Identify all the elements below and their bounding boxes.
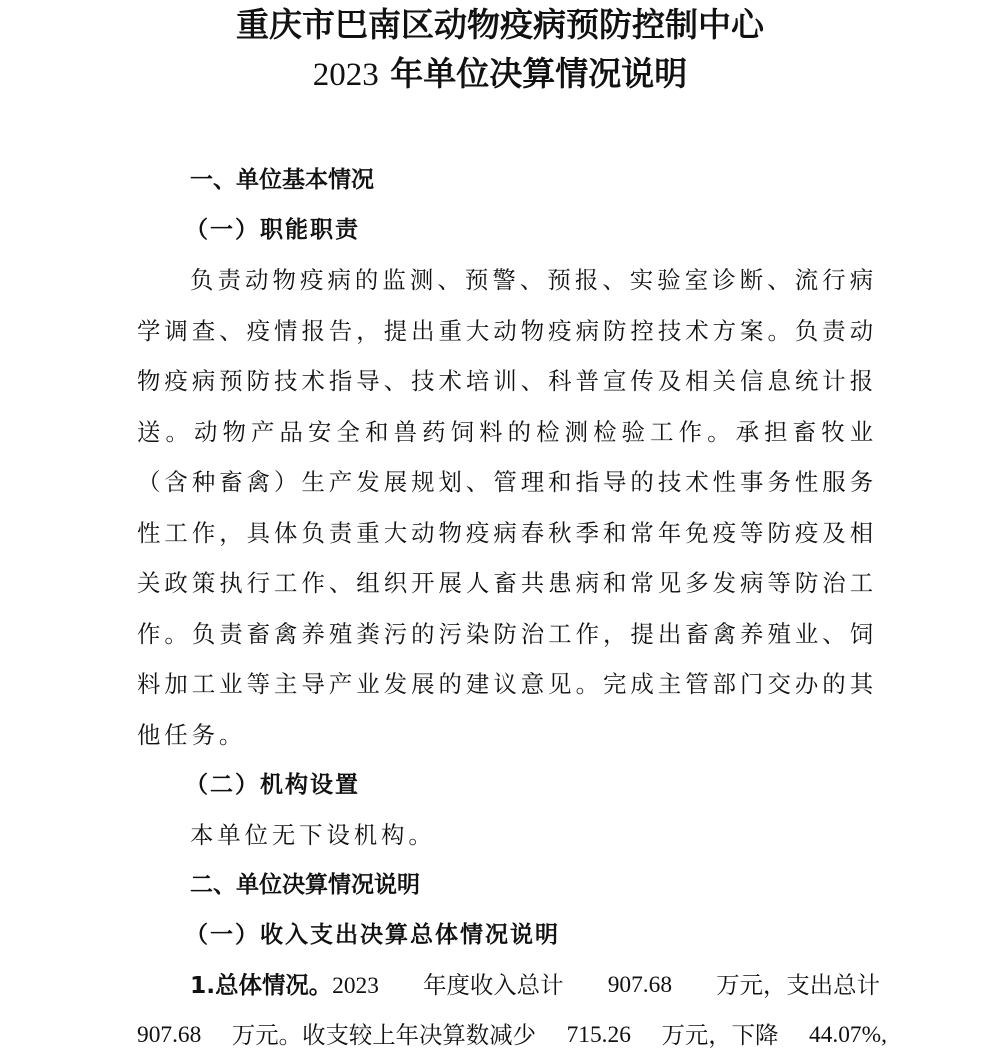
income-total: 907.68: [607, 972, 673, 998]
section1-sub2-heading: （二）机构设置: [185, 771, 360, 798]
overall-lead: 1.总体情况。: [190, 971, 333, 999]
overall-row1-text-a: 年度收入总计: [423, 971, 564, 999]
overall-row2-text-b: 万元，下降: [661, 1021, 779, 1049]
document-title-line2: [0, 54, 1000, 95]
section2-sub1-heading: （一）收入支出决算总体情况说明: [185, 921, 560, 948]
overall-row1: [190, 970, 880, 1001]
title-year: 2023: [312, 57, 379, 93]
overall-row1-text-b: 万元，支出总计: [716, 971, 880, 999]
expense-total: 907.68: [137, 1022, 202, 1048]
section1-sub2-body: 本单位无下设机构。: [190, 821, 436, 849]
section1-sub1-body: 负责动物疫病的监测、预警、预报、实验室诊断、流行病学调查、疫情报告，提出重大动物疫病防控技术方案。负责动物疫病预防技术指导、技术培训、科普宣传及相关信息统计报送。动物产品安全和兽药饲料的检测检验工作。承担畜牧业（含种畜禽）生产发展规划、管理和指导的技术性事务性服务性工作，具体负责重大动物疫病春秋季和常年免疫等防疫及相关政策执行工作、组织开展人畜共患病和常见多发病等防治工作。负责畜禽养殖粪污的污染防治工作，提出畜禽养殖业、饲料加工业等主导产业发展的建议意见。完成主管部门交办的其他任务。: [137, 266, 877, 749]
overall-row2-text-a: 万元。收支较上年决算数减少: [231, 1021, 536, 1049]
decrease-percent: 44.07%,: [809, 1022, 887, 1048]
document-title-line1: 重庆市巴南区动物疫病预防控制中心: [236, 5, 764, 44]
section1-sub1-heading: （一）职能职责: [185, 216, 360, 243]
title-rest: 年单位决算情况说明: [378, 54, 688, 93]
section2-heading: 二、单位决算情况说明: [190, 872, 420, 898]
overall-row2: [137, 1020, 887, 1050]
section1-heading: 一、单位基本情况: [190, 167, 374, 193]
decrease-amount: 715.26: [566, 1022, 631, 1048]
overall-year: 2023: [332, 973, 379, 999]
